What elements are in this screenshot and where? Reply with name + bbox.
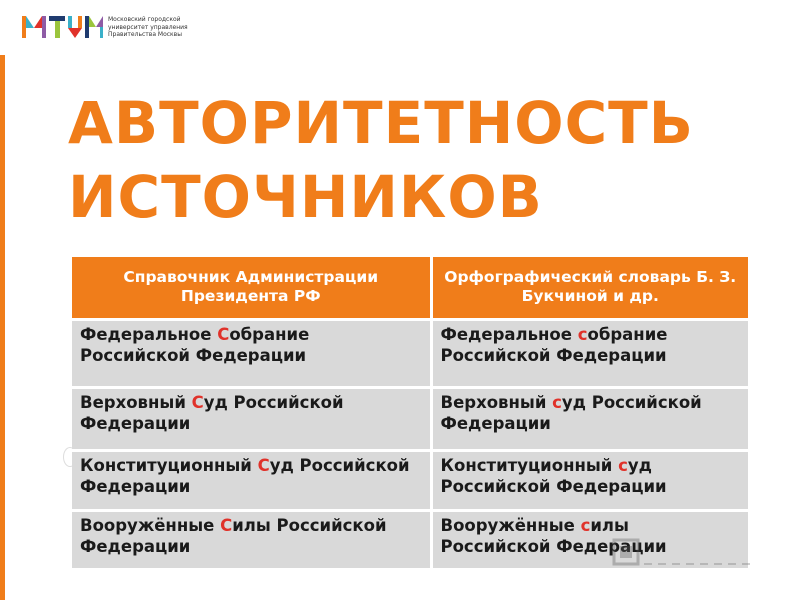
cell-highlight-letter: С: [191, 392, 204, 412]
cell-highlight-letter: с: [577, 324, 588, 344]
table-header-cell: Орфографический словарь Б. З. Букчиной и др.: [431, 257, 748, 319]
cell-text-part: Вооружённые: [80, 515, 221, 535]
cell-text-part: Конституционный: [440, 455, 619, 475]
cell-text-part: илы Российской Федерации: [80, 515, 387, 556]
table-row: [72, 387, 748, 450]
table-cell: [72, 319, 431, 387]
cell-text-part: Федеральное: [80, 324, 218, 344]
table-cell: [431, 319, 748, 387]
logo-mark-icon: [22, 14, 104, 40]
cell-text-part: Федеральное: [440, 324, 578, 344]
cell-text-part: уд Российской Федерации: [440, 455, 667, 496]
cell-highlight-letter: С: [217, 324, 230, 344]
cell-text-part: уд Российской Федерации: [80, 455, 410, 496]
table-cell: [431, 387, 748, 450]
cell-text-part: обрание Российской Федерации: [80, 324, 310, 365]
cell-text-part: илы Российской Федерации: [440, 515, 667, 556]
logo-text: [108, 16, 198, 39]
cell-text-part: уд Российской Федерации: [440, 392, 702, 433]
logo-line: Московский городской: [108, 16, 181, 23]
university-logo: [22, 14, 188, 40]
cell-highlight-letter: с: [618, 455, 628, 475]
logo-line: университет управления: [108, 23, 188, 31]
logo-line: Правительства Москвы: [108, 31, 182, 38]
watermark-logo-icon: [600, 536, 760, 572]
cell-highlight-letter: с: [552, 392, 562, 412]
table-header-cell: Справочник Администрации Президента РФ: [72, 257, 431, 319]
cell-highlight-letter: С: [220, 515, 233, 535]
slide-title-line-2: ИСТОЧНИКОВ: [68, 163, 543, 231]
comparison-table: [72, 257, 748, 571]
cell-highlight-letter: с: [580, 515, 591, 535]
slide-title-line-1: АВТОРИТЕТНОСТЬ: [68, 89, 694, 157]
table-row: [72, 450, 748, 510]
cell-text-part: Верховный: [80, 392, 192, 412]
table-cell: [72, 510, 431, 569]
cell-text-part: Вооружённые: [440, 515, 581, 535]
table-row: [72, 319, 748, 387]
cell-highlight-letter: С: [257, 455, 270, 475]
cell-text-part: Верховный: [440, 392, 553, 412]
left-accent-bar: [0, 55, 5, 600]
slide-title: [68, 86, 768, 234]
cell-text-part: обрание Российской Федерации: [440, 324, 668, 365]
table-cell: [72, 387, 431, 450]
table-cell: [431, 450, 748, 510]
cell-text-part: Конституционный: [80, 455, 258, 475]
table-header-row: [72, 257, 748, 319]
table-cell: [72, 450, 431, 510]
cell-text-part: уд Российской Федерации: [80, 392, 344, 433]
